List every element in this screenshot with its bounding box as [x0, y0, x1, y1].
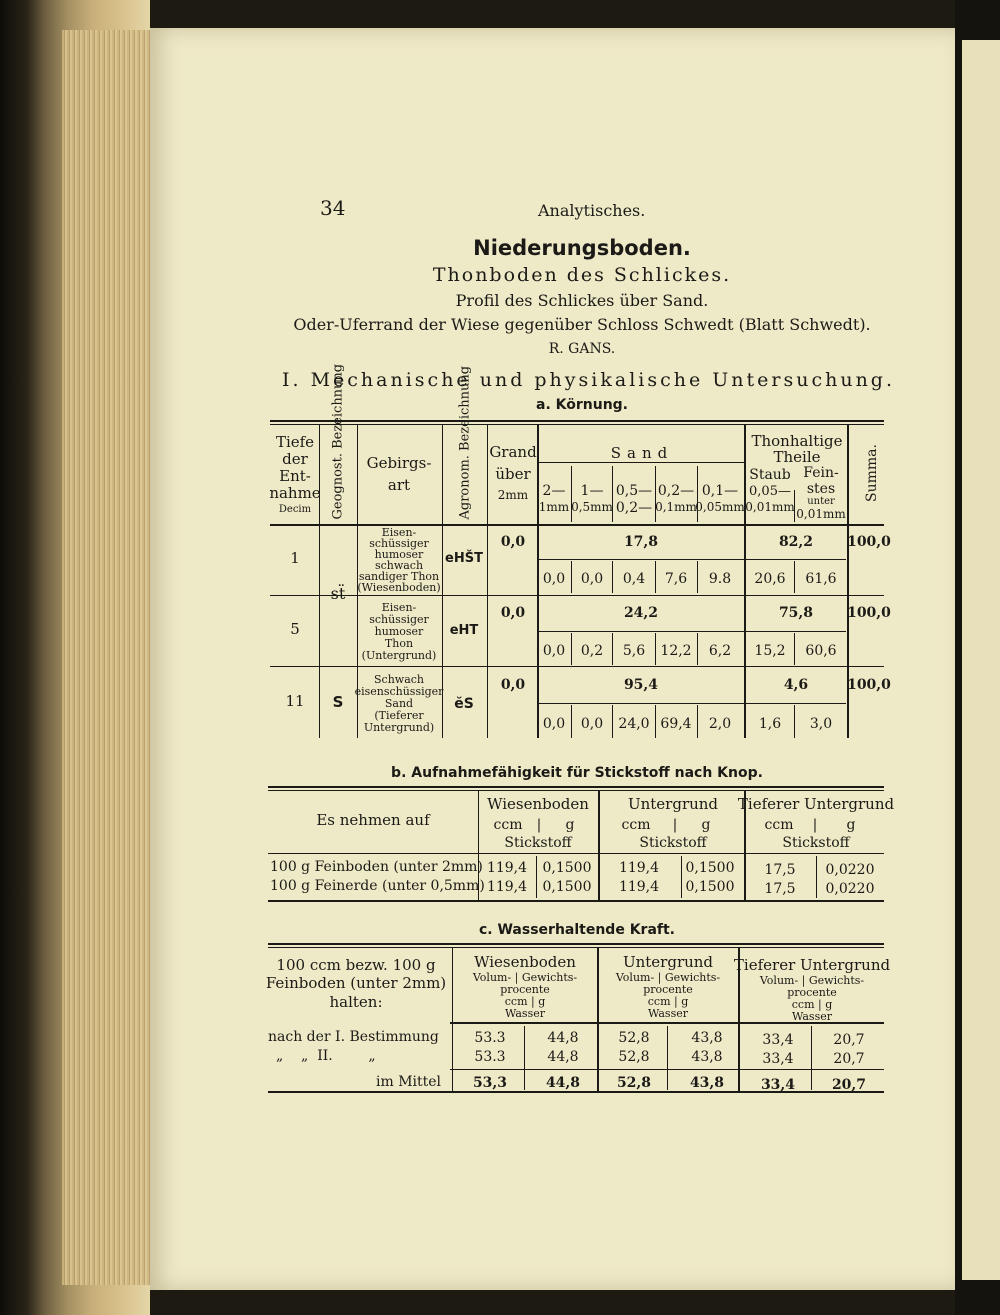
- cell-sand: 5,6: [622, 643, 646, 659]
- row-label: nach der I. Bestimmung: [268, 1029, 439, 1045]
- cell-art: Thon: [384, 637, 414, 650]
- cell-value: 0,1500: [542, 879, 592, 895]
- cell-summa: 100,0: [847, 605, 891, 621]
- cell-sand: 0,0: [580, 571, 604, 587]
- cell-sand: 12,2: [660, 643, 692, 659]
- cell-art: schüssiger: [369, 613, 429, 626]
- cell-value: 44,8: [545, 1075, 581, 1091]
- cell-sand: 0,2: [580, 643, 604, 659]
- header-sand-col: 0,5—: [615, 483, 653, 499]
- header-group: Wiesenboden: [474, 953, 576, 971]
- unit-g: g: [701, 817, 711, 833]
- cell-value: 44,8: [547, 1049, 579, 1065]
- cell-value: 20,7: [833, 1051, 865, 1067]
- header-sub: Wasser: [648, 1007, 688, 1020]
- header-sand-col: 1—: [580, 483, 604, 499]
- header-tiefe: Tiefe: [275, 433, 315, 451]
- cell-value: 119,4: [618, 860, 660, 876]
- header-staub: 0,01mm: [745, 500, 795, 514]
- cell-sand: 0,0: [580, 716, 604, 732]
- unit-ccm: ccm: [493, 817, 523, 833]
- cell-thon-total: 82,2: [778, 534, 814, 550]
- header-sand-col: 0,05mm: [695, 500, 745, 514]
- header-sand-col: 2—: [542, 483, 566, 499]
- geognost-mark: sẗ: [330, 584, 346, 603]
- cell-art: Sand: [384, 697, 414, 710]
- header-group: Tieferer Untergrund: [737, 795, 895, 813]
- header-tiefe: der: [282, 450, 308, 468]
- cell-staub: 20,6: [754, 571, 786, 587]
- cell-sand: 9.8: [708, 571, 732, 587]
- header-feinstes: stes: [806, 481, 836, 497]
- cell-thon-total: 75,8: [778, 605, 814, 621]
- header-staub: Staub: [749, 467, 791, 483]
- unit-sep: |: [536, 817, 542, 833]
- cell-value: 33,4: [762, 1051, 794, 1067]
- cell-value: 20,7: [833, 1032, 865, 1048]
- unit-sep: |: [812, 817, 818, 833]
- cell-art: eisenschüssiger: [354, 685, 444, 698]
- cell-sand: 0,0: [542, 643, 566, 659]
- cell-art: Eisen-: [381, 601, 417, 614]
- cell-value: 119,4: [618, 879, 660, 895]
- header-feinstes: 0,01mm: [796, 507, 846, 521]
- cell-sand: 7,6: [664, 571, 688, 587]
- header-sub: procente: [643, 983, 693, 996]
- header-sand: Sand: [610, 444, 674, 462]
- header-staub: 0,05—: [749, 484, 791, 499]
- header-sand-col: 0,2—: [615, 500, 653, 516]
- cell-grand: 0,0: [500, 677, 526, 693]
- page-edges: [62, 30, 150, 1285]
- unit-g: g: [565, 817, 575, 833]
- cell-value: 52,8: [618, 1049, 650, 1065]
- next-page-sliver: [962, 40, 1000, 1280]
- header-sand-col: 0,2—: [657, 483, 695, 499]
- cell-staub: 1,6: [758, 716, 782, 732]
- cell-value: 43,8: [691, 1030, 723, 1046]
- author: R. GANS.: [548, 341, 616, 357]
- header-sand-col: 0,5mm: [571, 500, 613, 514]
- header-thon: Thonhaltige: [751, 432, 843, 450]
- cell-art: Schwach: [374, 673, 424, 686]
- header-label: 100 ccm bezw. 100 g: [276, 956, 436, 974]
- header-geognost: Geognost. Bezeichnung: [330, 363, 346, 520]
- cell-art: (Tieferer: [374, 709, 424, 722]
- unit-name: Stickstoff: [504, 835, 572, 851]
- cell-art: schüssiger: [369, 537, 429, 550]
- cell-art: schwach: [374, 559, 424, 572]
- header-agronom: Agronom. Bezeichnung: [457, 365, 473, 520]
- location-line: Oder-Uferrand der Wiese gegenüber Schloss Schwedt (Blatt Schwedt).: [293, 315, 871, 334]
- header-sub: Wasser: [505, 1007, 545, 1020]
- cell-value: 0,0220: [825, 862, 875, 878]
- cell-value: 44,8: [547, 1030, 579, 1046]
- section-a-title: a. Körnung.: [535, 397, 629, 413]
- cell-value: 53.3: [474, 1049, 506, 1065]
- unit-g: g: [846, 817, 856, 833]
- header-tiefe-unit: Decim: [278, 504, 312, 515]
- cell-sand: 6,2: [708, 643, 732, 659]
- header-group: Wiesenboden: [487, 795, 589, 813]
- header-feinstes: Fein-: [803, 465, 839, 481]
- cell-agronom: ĕS: [454, 696, 474, 712]
- running-title: Analytisches.: [538, 201, 646, 220]
- header-label: halten:: [329, 993, 383, 1011]
- row-label: 100 g Feinboden (unter 2mm): [270, 859, 483, 875]
- cell-agronom: eHS̆T: [445, 551, 483, 566]
- header-grand: über: [495, 465, 531, 483]
- header-tiefe: nahme: [269, 484, 321, 502]
- cell-art: humoser: [374, 548, 424, 561]
- header-sand-col: 1mm: [538, 500, 570, 514]
- header-sub: Wasser: [792, 1010, 832, 1023]
- cell-art: sandiger Thon: [358, 570, 440, 583]
- cell-sand: 0,4: [622, 571, 646, 587]
- row-label: „ „ II. „: [276, 1048, 376, 1064]
- cell-staub: 15,2: [754, 643, 786, 659]
- header-thon: Theile: [773, 448, 821, 466]
- cell-summa: 100,0: [847, 677, 891, 693]
- cell-value: 17,5: [764, 881, 796, 897]
- cell-value: 43,8: [689, 1075, 725, 1091]
- cell-value: 52,8: [616, 1075, 652, 1091]
- cell-value: 0,1500: [542, 860, 592, 876]
- section-b-title: b. Aufnahmefähigkeit für Stickstoff nach Knop.: [391, 765, 763, 781]
- row-label: im Mittel: [376, 1074, 442, 1090]
- header-gebirgsart: art: [387, 476, 411, 494]
- cell-agronom: eHT: [449, 623, 479, 638]
- header-feinstes: unter: [807, 496, 835, 507]
- cell-value: 53,3: [472, 1075, 508, 1091]
- subtitle: Thonboden des Schlickes.: [432, 264, 732, 286]
- header-sub: procente: [787, 986, 837, 999]
- header-grand: Grand: [489, 443, 537, 461]
- header-gebirgsart: Gebirgs-: [366, 454, 432, 472]
- cell-sand: 2,0: [708, 716, 732, 732]
- cell-value: 119,4: [486, 860, 528, 876]
- cell-art: (Untergrund): [361, 649, 437, 662]
- header-sub: ccm | g: [504, 995, 546, 1008]
- cell-value: 119,4: [486, 879, 528, 895]
- cell-value: 20,7: [831, 1077, 867, 1093]
- cell-art: Eisen-: [381, 526, 417, 539]
- cell-feinstes: 61,6: [805, 571, 837, 587]
- header-group: Untergrund: [622, 953, 714, 971]
- header-sub: Volum- | Gewichts-: [472, 971, 578, 984]
- header-label: Es nehmen auf: [316, 811, 430, 829]
- cell-feinstes: 3,0: [809, 716, 833, 732]
- cell-tiefe: 1: [290, 549, 300, 567]
- profile-line: Profil des Schlickes über Sand.: [455, 291, 709, 310]
- geognost-mark: S: [332, 693, 344, 711]
- cell-tiefe: 11: [285, 692, 305, 710]
- cell-value: 0,1500: [685, 860, 735, 876]
- cell-art: (Wiesenboden): [357, 581, 441, 594]
- cell-value: 43,8: [691, 1049, 723, 1065]
- cell-thon-total: 4,6: [783, 677, 809, 693]
- header-label: Feinboden (unter 2mm): [265, 974, 447, 992]
- section-title: I. Mechanische und physikalische Untersuchung.: [282, 369, 896, 391]
- header-grand: 2mm: [497, 488, 529, 502]
- cell-value: 33,4: [762, 1032, 794, 1048]
- cell-sand: 0,0: [542, 716, 566, 732]
- cell-value: 0,0220: [825, 881, 875, 897]
- header-sub: Volum- | Gewichts-: [759, 974, 865, 987]
- cell-value: 0,1500: [685, 879, 735, 895]
- cell-sand-total: 17,8: [623, 534, 659, 550]
- unit-sep: |: [672, 817, 678, 833]
- page-number: 34: [320, 196, 346, 220]
- unit-ccm: ccm: [621, 817, 651, 833]
- cell-grand: 0,0: [500, 534, 526, 550]
- header-summa: Summa.: [864, 444, 880, 502]
- cell-summa: 100,0: [847, 534, 891, 550]
- header-sub: procente: [500, 983, 550, 996]
- header-sub: Volum- | Gewichts-: [615, 971, 721, 984]
- section-c-title: c. Wasserhaltende Kraft.: [478, 922, 676, 938]
- cell-feinstes: 60,6: [805, 643, 837, 659]
- cell-value: 53.3: [474, 1030, 506, 1046]
- header-sand-col: 0,1—: [701, 483, 739, 499]
- cell-value: 52,8: [618, 1030, 650, 1046]
- cell-value: 33,4: [760, 1077, 796, 1093]
- cell-sand: 69,4: [660, 716, 692, 732]
- cell-sand-total: 24,2: [623, 605, 659, 621]
- cell-tiefe: 5: [290, 620, 300, 638]
- cell-art: humoser: [374, 625, 424, 638]
- unit-name: Stickstoff: [639, 835, 707, 851]
- cell-value: 17,5: [764, 862, 796, 878]
- cell-sand: 0,0: [542, 571, 566, 587]
- unit-name: Stickstoff: [782, 835, 850, 851]
- cell-grand: 0,0: [500, 605, 526, 621]
- header-group: Tieferer Untergrund: [733, 956, 891, 974]
- cell-sand: 24,0: [618, 716, 650, 732]
- header-group: Untergrund: [627, 795, 719, 813]
- cell-sand-total: 95,4: [623, 677, 659, 693]
- header-sub: ccm | g: [791, 998, 833, 1011]
- row-label: 100 g Feinerde (unter 0,5mm): [270, 878, 485, 894]
- cell-art: Untergrund): [363, 721, 435, 734]
- header-sand-col: 0,1mm: [655, 500, 697, 514]
- unit-ccm: ccm: [764, 817, 794, 833]
- header-sub: ccm | g: [647, 995, 689, 1008]
- main-title: Niederungsboden.: [473, 236, 691, 260]
- header-tiefe: Ent-: [279, 467, 311, 485]
